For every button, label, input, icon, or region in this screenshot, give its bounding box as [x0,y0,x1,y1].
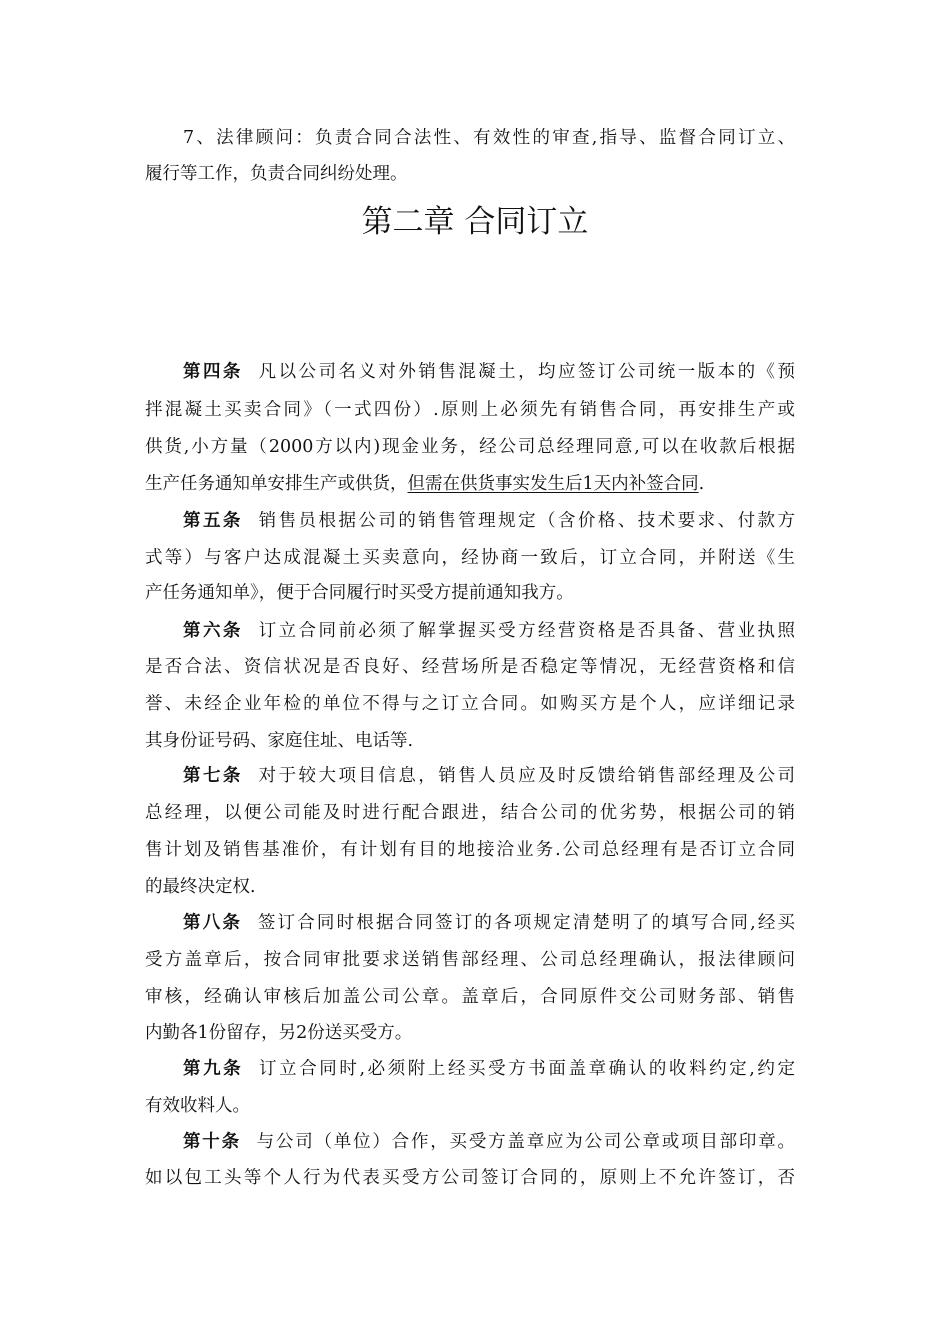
article-7-text: 对于较大项目信息，销售人员应及时反馈给销售部经理及公司 [258,766,796,786]
article-4-text-prefix: 生产任务通知单安排生产或供货， [145,474,408,494]
article-4-line: 拌混凝土买卖合同》（一式四份）.原则上必须先有销售合同，再安排生产或 [145,400,795,420]
article-5-label: 第五条 [183,511,243,531]
article-6-line: 誉、未经企业年检的单位不得与之订立合同。如购买方是个人，应详细记录 [145,694,795,714]
article-5-line: 产任务通知单》，便于合同履行时买受方提前通知我方。 [145,583,574,603]
article-8-first-line [183,911,795,935]
article-7-label: 第七条 [183,766,243,786]
article-10-text: 与公司（单位）合作，买受方盖章应为公司公章或项目部印章。 [256,1132,795,1152]
article-5-line: 式等）与客户达成混凝土买卖意向，经协商一致后，订立合同，并附送《生 [145,548,795,568]
article-4-underlined-text: 但需在供货事实发生后1天内补签合同 [407,474,699,494]
article-4-label: 第四条 [183,362,243,382]
article-8-text: 签订合同时根据合同签订的各项规定清楚明了的填写合同,经买 [257,913,796,933]
article-9-label: 第九条 [183,1059,244,1079]
article-6-text: 订立合同前必须了解掌握买受方经营资格是否具备、营业执照 [258,621,796,641]
clause-7-line-2: 履行等工作，负责合同纠纷处理。 [145,164,408,184]
article-4-text: 凡以公司名义对外销售混凝土，均应签订公司统一版本的《预 [258,362,796,382]
chapter-title: 第二章 合同订立 [361,204,589,240]
article-10-line: 如以包工头等个人行为代表买受方公司签订合同的，原则上不允许签订，否 [145,1168,795,1188]
article-8-line: 审核，经确认审核后加盖公司公章。盖章后，合同原件交公司财务部、销售 [145,987,795,1007]
article-7-first-line [183,764,795,788]
article-8-label: 第八条 [183,913,243,933]
article-4-first-line [183,360,795,384]
article-9-line: 有效收料人。 [145,1096,250,1116]
article-9-first-line [183,1057,795,1081]
article-10-first-line [183,1130,795,1154]
article-7-line: 总经理，以便公司能及时进行配合跟进，结合公司的优劣势，根据公司的销 [145,803,795,823]
article-5-first-line [183,509,795,533]
article-7-line: 售计划及销售基准价，有计划有目的地接洽业务.公司总经理有是否订立合同 [145,840,795,860]
article-8-line: 受方盖章后，按合同审批要求送销售部经理、公司总经理确认，报法律顾问 [145,950,795,970]
article-5-text: 销售员根据公司的销售管理规定（含价格、技术要求、付款方 [258,511,796,531]
article-9-text: 订立合同时,必须附上经买受方书面盖章确认的收料约定,约定 [259,1059,796,1079]
article-6-line: 其身份证号码、家庭住址、电话等. [145,731,414,751]
article-7-line: 的最终决定权. [145,877,256,897]
article-8-line: 内勤各1份留存，另2份送买受方。 [145,1023,413,1043]
article-6-first-line [183,619,795,643]
clause-7-line-1: 7、法律顾问：负责合同合法性、有效性的审查,指导、监督合同订立、 [183,128,795,148]
article-4-line: 供货,小方量（2000方以内)现金业务，经公司总经理同意,可以在收款后根据 [145,437,795,457]
article-6-label: 第六条 [183,621,243,641]
article-4-text-suffix: . [698,474,705,494]
article-6-line: 是否合法、资信状况是否良好、经营场所是否稳定等情况，无经营资格和信 [145,657,795,677]
article-10-label: 第十条 [183,1132,241,1152]
article-4-last-line [145,472,795,496]
